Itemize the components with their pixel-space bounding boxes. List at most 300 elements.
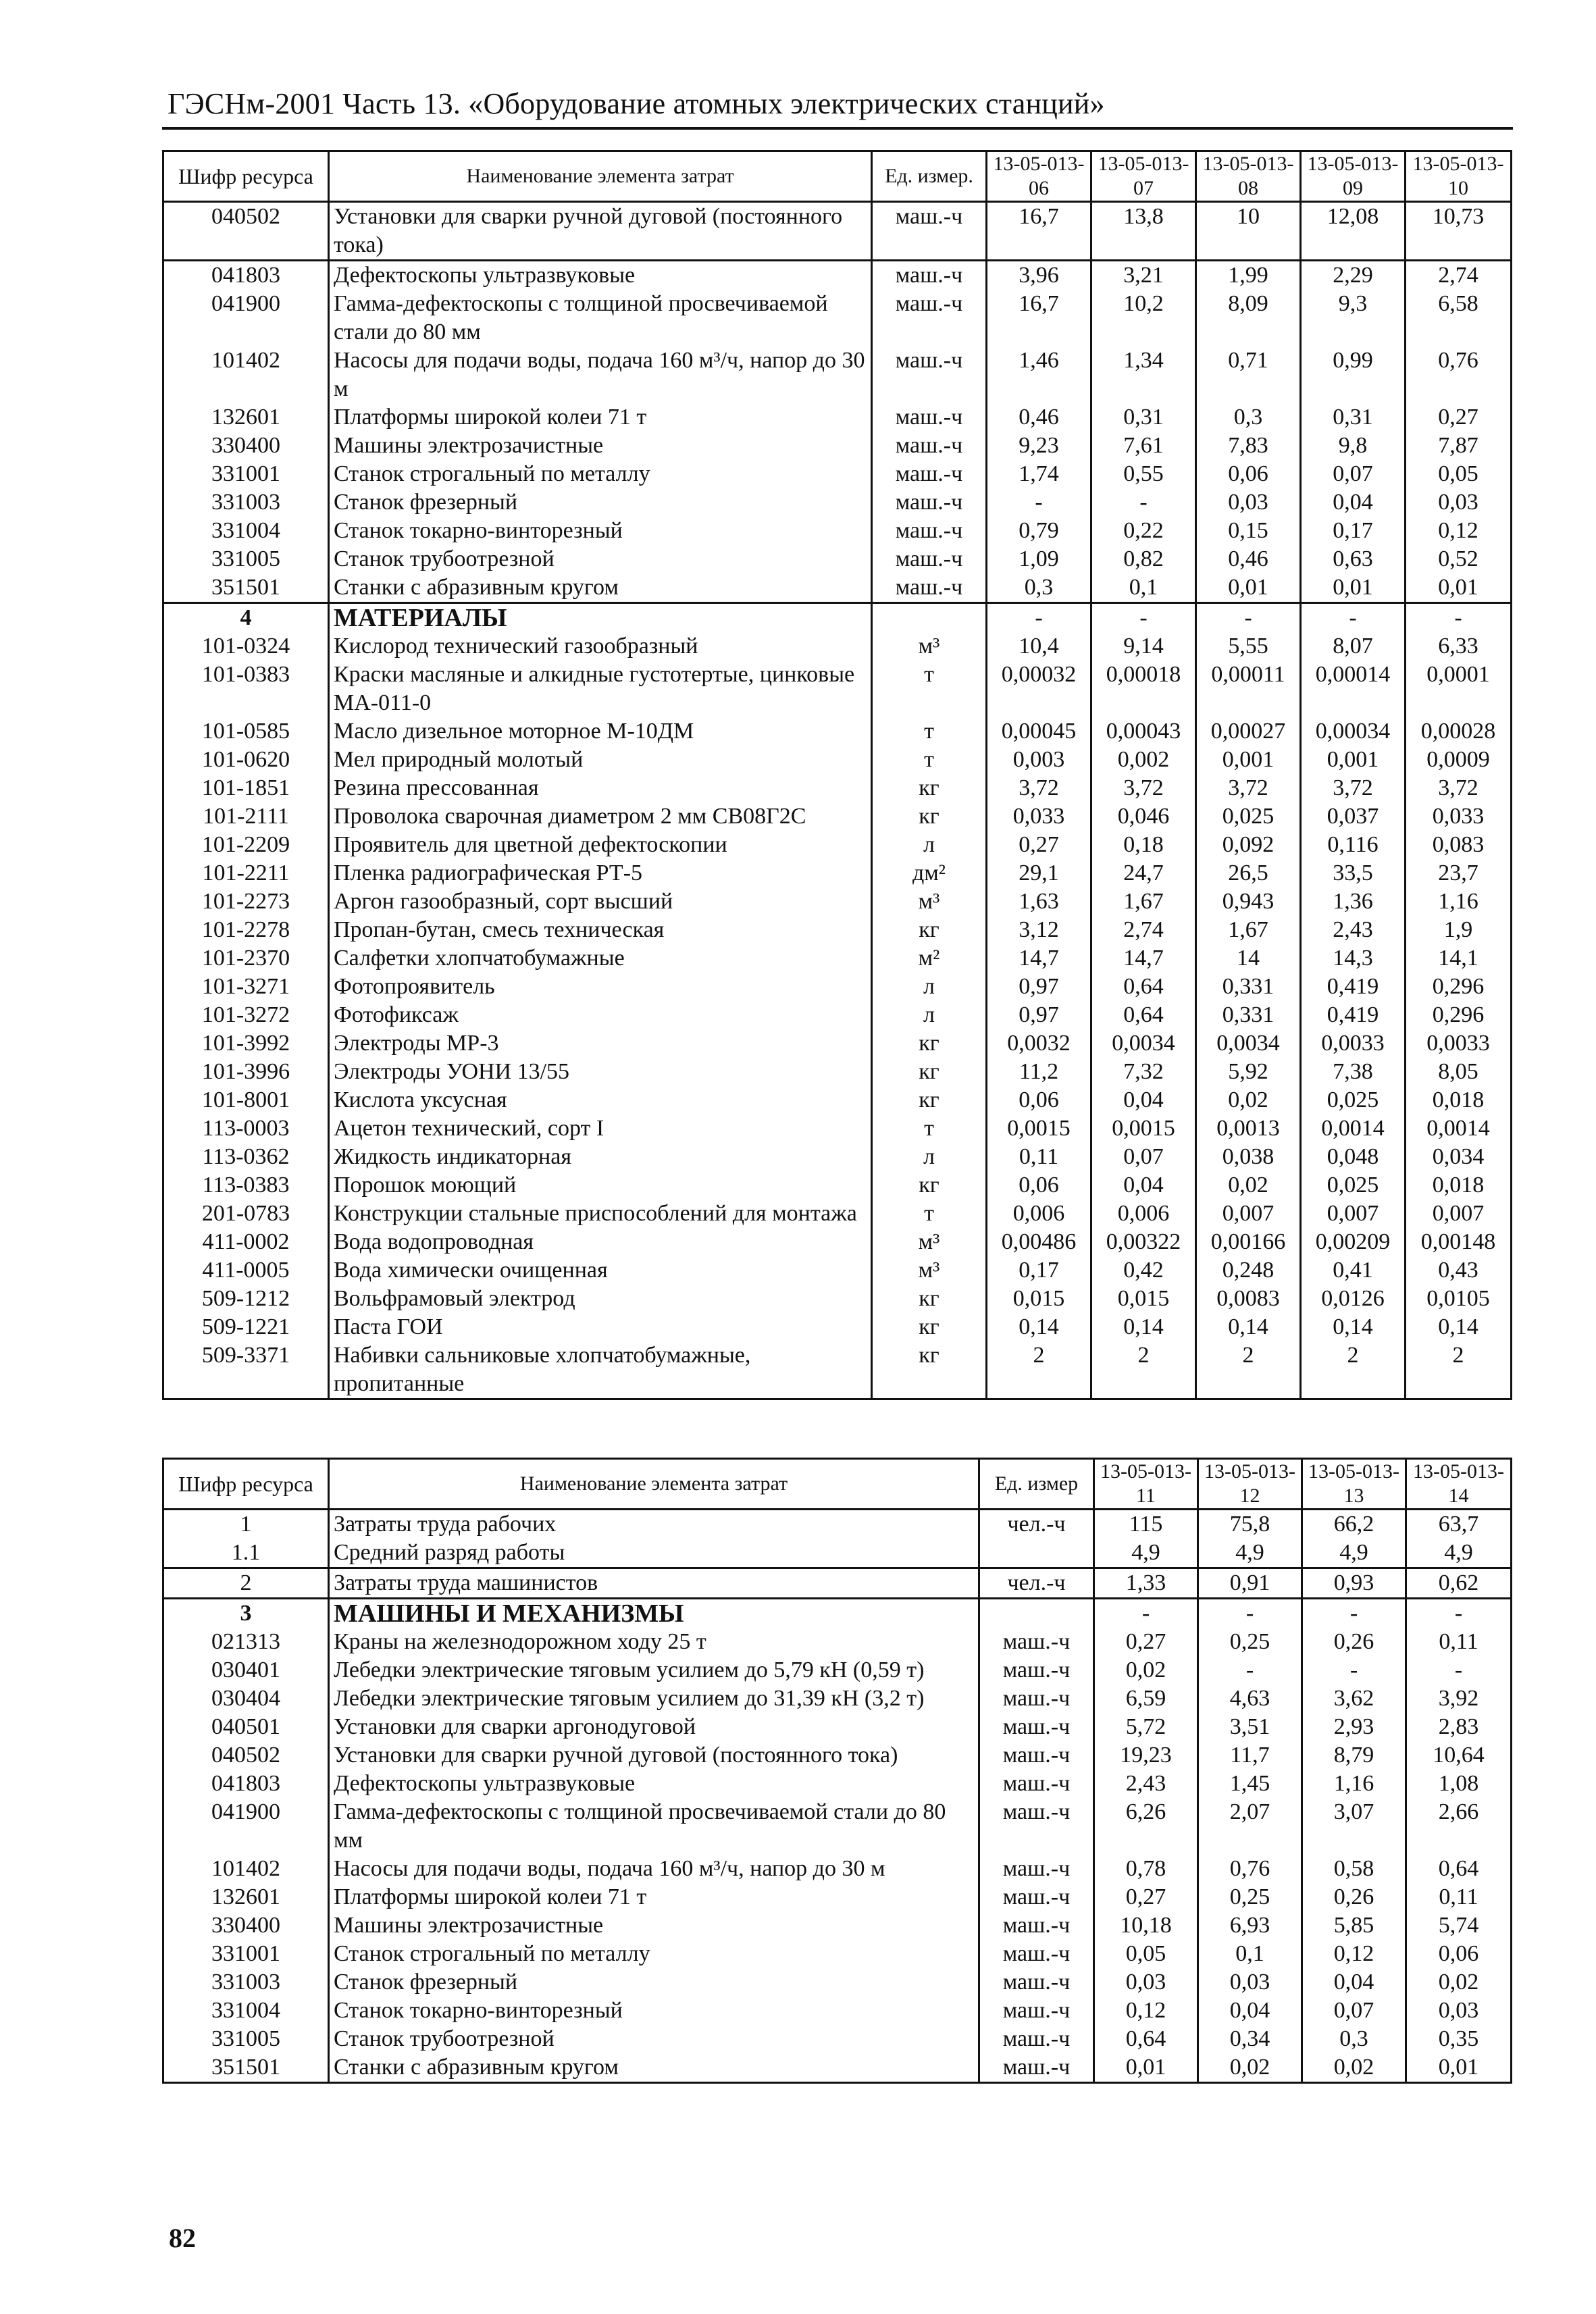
column-header-13-05-013-14: 13-05-013-14: [1406, 1459, 1512, 1510]
norm-value-cell: 0,06: [1406, 1940, 1512, 1968]
unit-cell: маш.-ч: [872, 545, 987, 573]
resource-name-cell: Насосы для подачи воды, подача 160 м³/ч, напор до 30 м: [329, 1855, 979, 1883]
resource-code-cell: 030404: [163, 1685, 329, 1713]
norm-value-cell: 2,29: [1301, 261, 1406, 290]
resource-name-cell: Машины электрозачистные: [329, 432, 872, 460]
resource-code-cell: 3: [163, 1599, 329, 1628]
norm-value-cell: 0,00486: [987, 1228, 1091, 1256]
norm-value-cell: 0,02: [1406, 1968, 1512, 1997]
norm-value-cell: 0,93: [1302, 1568, 1406, 1599]
norm-value-cell: 0,64: [1094, 2025, 1198, 2053]
norm-value-cell: 0,46: [1196, 545, 1301, 573]
norm-value-cell: 0,015: [987, 1285, 1091, 1313]
norm-value-cell: 66,2: [1302, 1510, 1406, 1539]
norm-value-cell: 0,18: [1091, 831, 1196, 859]
norm-value-cell: 0,00322: [1091, 1228, 1196, 1256]
norm-value-cell: 0,78: [1094, 1855, 1198, 1883]
table-row: [163, 1313, 1512, 1341]
norm-value-cell: 11,2: [987, 1058, 1091, 1086]
norm-value-cell: 0,02: [1094, 1656, 1198, 1685]
norm-value-cell: 10,2: [1091, 290, 1196, 346]
column-header-name: Наименование элемента затрат: [329, 151, 872, 202]
unit-cell: т: [872, 661, 987, 717]
norm-value-cell: 3,92: [1406, 1685, 1512, 1713]
norm-value-cell: 0,14: [987, 1313, 1091, 1341]
resource-name-cell: Краны на железнодорожном ходу 25 т: [329, 1628, 979, 1656]
norm-value-cell: 3,07: [1302, 1798, 1406, 1855]
norm-value-cell: 0,97: [987, 973, 1091, 1001]
table-row: [163, 1997, 1512, 2025]
resource-name-cell: Вольфрамовый электрод: [329, 1285, 872, 1313]
table-row: [163, 1256, 1512, 1285]
norm-value-cell: -: [1196, 603, 1301, 633]
norm-value-cell: 0,07: [1091, 1143, 1196, 1171]
resource-name-cell: Аргон газообразный, сорт высший: [329, 888, 872, 916]
norm-value-cell: 8,05: [1406, 1058, 1512, 1086]
resource-name-cell: Станки с абразивным кругом: [329, 573, 872, 603]
norm-value-cell: 3,72: [987, 774, 1091, 802]
unit-cell: маш.-ч: [872, 517, 987, 545]
norm-value-cell: 0,31: [1091, 403, 1196, 432]
resource-code-cell: 101402: [163, 1855, 329, 1883]
resource-code-cell: 101-8001: [163, 1086, 329, 1114]
norm-value-cell: 9,8: [1301, 432, 1406, 460]
resource-code-cell: 041900: [163, 290, 329, 346]
norm-value-cell: 0,07: [1302, 1997, 1406, 2025]
resource-name-cell: Станок токарно-винторезный: [329, 517, 872, 545]
norm-value-cell: 63,7: [1406, 1510, 1512, 1539]
norm-value-cell: 0,11: [1406, 1628, 1512, 1656]
norm-value-cell: 0,05: [1094, 1940, 1198, 1968]
unit-cell: маш.-ч: [979, 1940, 1094, 1968]
resource-name-cell: Электроды УОНИ 13/55: [329, 1058, 872, 1086]
norm-value-cell: 0,04: [1198, 1997, 1302, 2025]
norm-value-cell: 5,55: [1196, 632, 1301, 661]
resource-code-cell: 101402: [163, 346, 329, 403]
norm-value-cell: 0,14: [1406, 1313, 1512, 1341]
table-row: [163, 1228, 1512, 1256]
norm-value-cell: 0,033: [987, 802, 1091, 831]
norm-value-cell: 1,67: [1196, 916, 1301, 944]
norm-value-cell: 0,034: [1406, 1143, 1512, 1171]
table-row: [163, 831, 1512, 859]
table-row: [163, 632, 1512, 661]
unit-cell: кг: [872, 1058, 987, 1086]
norm-value-cell: 2,83: [1406, 1713, 1512, 1741]
resource-name-cell: Кислота уксусная: [329, 1086, 872, 1114]
norm-value-cell: 0,02: [1302, 2053, 1406, 2083]
unit-cell: м³: [872, 632, 987, 661]
resource-code-cell: 411-0002: [163, 1228, 329, 1256]
norm-value-cell: 2: [1196, 1341, 1301, 1399]
norm-value-cell: 0,11: [1406, 1883, 1512, 1911]
resource-name-cell: Салфетки хлопчатобумажные: [329, 944, 872, 973]
resource-name-cell: Дефектоскопы ультразвуковые: [329, 1770, 979, 1798]
norm-value-cell: 10,18: [1094, 1911, 1198, 1940]
norm-value-cell: 23,7: [1406, 859, 1512, 888]
norm-value-cell: 0,01: [1406, 573, 1512, 603]
table-row: [163, 1510, 1512, 1539]
table-row: [163, 973, 1512, 1001]
resource-name-cell: Станок трубоотрезной: [329, 545, 872, 573]
norm-value-cell: 14,7: [1091, 944, 1196, 973]
unit-cell: т: [872, 1114, 987, 1143]
resource-code-cell: 509-1221: [163, 1313, 329, 1341]
norm-value-cell: 0,3: [1196, 403, 1301, 432]
norm-value-cell: 5,72: [1094, 1713, 1198, 1741]
norm-value-cell: 8,07: [1301, 632, 1406, 661]
norm-value-cell: 0,82: [1091, 545, 1196, 573]
norm-value-cell: 0,3: [987, 573, 1091, 603]
norm-value-cell: 7,87: [1406, 432, 1512, 460]
norm-value-cell: 0,03: [1406, 1997, 1512, 2025]
norm-value-cell: 1,67: [1091, 888, 1196, 916]
norm-value-cell: 6,26: [1094, 1798, 1198, 1855]
norm-value-cell: 8,79: [1302, 1741, 1406, 1770]
norm-value-cell: 7,61: [1091, 432, 1196, 460]
norm-value-cell: 0,018: [1406, 1171, 1512, 1200]
resource-code-cell: 113-0362: [163, 1143, 329, 1171]
table-row: [163, 916, 1512, 944]
norm-value-cell: 2,74: [1406, 261, 1512, 290]
resource-name-cell: Порошок моющий: [329, 1171, 872, 1200]
resource-name-cell: Станок фрезерный: [329, 1968, 979, 1997]
unit-cell: кг: [872, 1171, 987, 1200]
table-row: [163, 1741, 1512, 1770]
table-row: [163, 517, 1512, 545]
norm-value-cell: 0,22: [1091, 517, 1196, 545]
norm-value-cell: 0,31: [1301, 403, 1406, 432]
resource-code-cell: 041803: [163, 1770, 329, 1798]
column-header-13-05-013-11: 13-05-013-11: [1094, 1459, 1198, 1510]
unit-cell: маш.-ч: [979, 1770, 1094, 1798]
norm-value-cell: 12,08: [1301, 202, 1406, 261]
page-header-title: ГЭСНм-2001 Часть 13. «Оборудование атомных электрических станций»: [168, 87, 1105, 120]
table-row: [163, 888, 1512, 916]
norm-value-cell: 115: [1094, 1510, 1198, 1539]
resource-code-cell: 4: [163, 603, 329, 633]
column-header-13-05-013-08: 13-05-013-08: [1196, 151, 1301, 202]
norm-value-cell: 0,3: [1302, 2025, 1406, 2053]
norm-value-cell: 6,93: [1198, 1911, 1302, 1940]
table-row: [163, 746, 1512, 774]
table-row: [163, 1171, 1512, 1200]
table-row: [163, 944, 1512, 973]
norm-value-cell: 0,00028: [1406, 717, 1512, 746]
resource-code-cell: 101-2209: [163, 831, 329, 859]
norm-value-cell: 1,16: [1406, 888, 1512, 916]
norm-value-cell: 0,62: [1406, 1568, 1512, 1599]
resource-name-cell: Станок токарно-винторезный: [329, 1997, 979, 2025]
resource-name-cell: Платформы широкой колеи 71 т: [329, 403, 872, 432]
norm-value-cell: 0,01: [1196, 573, 1301, 603]
norm-value-cell: 0,04: [1091, 1086, 1196, 1114]
norm-value-cell: 0,46: [987, 403, 1091, 432]
resource-name-cell: Дефектоскопы ультразвуковые: [329, 261, 872, 290]
table-header-row: [163, 151, 1512, 202]
unit-cell: маш.-ч: [979, 1713, 1094, 1741]
resource-name-cell: Станок фрезерный: [329, 488, 872, 517]
norm-value-cell: 0,64: [1406, 1855, 1512, 1883]
norm-value-cell: 0,296: [1406, 1001, 1512, 1029]
norm-value-cell: 1,99: [1196, 261, 1301, 290]
column-header-13-05-013-07: 13-05-013-07: [1091, 151, 1196, 202]
unit-cell: маш.-ч: [979, 1997, 1094, 2025]
norm-value-cell: 7,38: [1301, 1058, 1406, 1086]
resource-code-cell: 040502: [163, 1741, 329, 1770]
resource-code-cell: 331004: [163, 517, 329, 545]
unit-cell: маш.-ч: [872, 346, 987, 403]
unit-cell: м²: [872, 944, 987, 973]
norm-value-cell: 0,14: [1301, 1313, 1406, 1341]
norm-value-cell: 24,7: [1091, 859, 1196, 888]
norm-value-cell: 0,0014: [1301, 1114, 1406, 1143]
norm-value-cell: 1,08: [1406, 1770, 1512, 1798]
resource-code-cell: 331004: [163, 1997, 329, 2025]
column-header-13-05-013-10: 13-05-013-10: [1406, 151, 1512, 202]
table-row: [163, 1058, 1512, 1086]
unit-cell: [979, 1599, 1094, 1628]
norm-value-cell: -: [1301, 603, 1406, 633]
resource-code-cell: 1: [163, 1510, 329, 1539]
table-row: [163, 1656, 1512, 1685]
norm-value-cell: 3,96: [987, 261, 1091, 290]
norm-value-cell: 0,0034: [1196, 1029, 1301, 1058]
table-row: [163, 1285, 1512, 1313]
norm-value-cell: -: [1091, 603, 1196, 633]
norm-value-cell: 0,76: [1406, 346, 1512, 403]
resource-code-cell: 101-0324: [163, 632, 329, 661]
norm-value-cell: 0,116: [1301, 831, 1406, 859]
table-row: [163, 1539, 1512, 1568]
table-row: [163, 1968, 1512, 1997]
resource-code-cell: 331003: [163, 1968, 329, 1997]
resource-name-cell: Пропан-бутан, смесь техническая: [329, 916, 872, 944]
norm-value-cell: 0,048: [1301, 1143, 1406, 1171]
table-row: [163, 261, 1512, 290]
norm-value-cell: 0,35: [1406, 2025, 1512, 2053]
unit-cell: кг: [872, 1341, 987, 1399]
norm-value-cell: 0,001: [1301, 746, 1406, 774]
unit-cell: маш.-ч: [872, 460, 987, 488]
resource-code-cell: 132601: [163, 1883, 329, 1911]
norm-value-cell: 0,07: [1301, 460, 1406, 488]
unit-cell: т: [872, 1200, 987, 1228]
norm-value-cell: 0,00018: [1091, 661, 1196, 717]
resource-name-cell: Масло дизельное моторное М-10ДМ: [329, 717, 872, 746]
norm-value-cell: 0,02: [1196, 1171, 1301, 1200]
norm-value-cell: 2,43: [1094, 1770, 1198, 1798]
resource-table-2: [162, 1458, 1512, 2084]
norm-value-cell: 4,63: [1198, 1685, 1302, 1713]
norm-value-cell: 0,419: [1301, 973, 1406, 1001]
norm-value-cell: 6,59: [1094, 1685, 1198, 1713]
norm-value-cell: 1,63: [987, 888, 1091, 916]
norm-value-cell: 0,0126: [1301, 1285, 1406, 1313]
norm-value-cell: 0,0033: [1301, 1029, 1406, 1058]
norm-value-cell: 1,46: [987, 346, 1091, 403]
resource-code-cell: 101-0585: [163, 717, 329, 746]
resource-table-1: [162, 150, 1512, 1400]
unit-cell: т: [872, 717, 987, 746]
norm-value-cell: 0,037: [1301, 802, 1406, 831]
resource-name-cell: Станок строгальный по металлу: [329, 460, 872, 488]
column-header-13-05-013-09: 13-05-013-09: [1301, 151, 1406, 202]
norm-value-cell: 0,0105: [1406, 1285, 1512, 1313]
resource-code-cell: 351501: [163, 573, 329, 603]
unit-cell: маш.-ч: [979, 2053, 1094, 2083]
norm-value-cell: 0,55: [1091, 460, 1196, 488]
unit-cell: кг: [872, 1086, 987, 1114]
resource-name-cell: Машины электрозачистные: [329, 1911, 979, 1940]
table-row: [163, 1798, 1512, 1855]
norm-value-cell: 0,42: [1091, 1256, 1196, 1285]
norm-value-cell: 3,51: [1198, 1713, 1302, 1741]
resource-name-cell: Проволока сварочная диаметром 2 мм СВ08Г2С: [329, 802, 872, 831]
norm-value-cell: 0,12: [1406, 517, 1512, 545]
page-number: 82: [169, 2223, 196, 2253]
norm-value-cell: 0,0001: [1406, 661, 1512, 717]
resource-code-cell: 330400: [163, 1911, 329, 1940]
unit-cell: маш.-ч: [872, 573, 987, 603]
norm-value-cell: 4,9: [1198, 1539, 1302, 1568]
section-row: [163, 1599, 1512, 1628]
table-header-row: [163, 1459, 1512, 1510]
unit-cell: дм²: [872, 859, 987, 888]
norm-value-cell: -: [987, 603, 1091, 633]
norm-value-cell: 0,331: [1196, 973, 1301, 1001]
column-header-unit: Ед. измер.: [872, 151, 987, 202]
resource-code-cell: 040501: [163, 1713, 329, 1741]
norm-value-cell: -: [1302, 1599, 1406, 1628]
table-row: [163, 432, 1512, 460]
resource-code-cell: 101-3271: [163, 973, 329, 1001]
unit-cell: м³: [872, 1256, 987, 1285]
column-header-code: Шифр ресурса: [163, 151, 329, 202]
norm-value-cell: 3,12: [987, 916, 1091, 944]
norm-value-cell: -: [1198, 1656, 1302, 1685]
unit-cell: м³: [872, 888, 987, 916]
table-row: [163, 2025, 1512, 2053]
table-row: [163, 774, 1512, 802]
norm-value-cell: 0,04: [1302, 1968, 1406, 1997]
norm-value-cell: 0,01: [1301, 573, 1406, 603]
norm-value-cell: 4,9: [1406, 1539, 1512, 1568]
table-row: [163, 290, 1512, 346]
resource-name-cell: Резина прессованная: [329, 774, 872, 802]
norm-value-cell: 0,76: [1198, 1855, 1302, 1883]
unit-cell: маш.-ч: [979, 1798, 1094, 1855]
resource-code-cell: 101-3996: [163, 1058, 329, 1086]
norm-value-cell: 0,00014: [1301, 661, 1406, 717]
table-row: [163, 1029, 1512, 1058]
unit-cell: л: [872, 1001, 987, 1029]
resource-name-cell: Лебедки электрические тяговым усилием до 31,39 кН (3,2 т): [329, 1685, 979, 1713]
norm-value-cell: 1,36: [1301, 888, 1406, 916]
norm-value-cell: 0,27: [1406, 403, 1512, 432]
norm-value-cell: 0,0015: [1091, 1114, 1196, 1143]
norm-value-cell: 0,003: [987, 746, 1091, 774]
column-header-code: Шифр ресурса: [163, 1459, 329, 1510]
resource-name-cell: Гамма-дефектоскопы с толщиной просвечиваемой стали до 80 мм: [329, 290, 872, 346]
norm-value-cell: 0,03: [1198, 1968, 1302, 1997]
unit-cell: л: [872, 1143, 987, 1171]
norm-value-cell: 0,025: [1196, 802, 1301, 831]
norm-value-cell: 0,06: [987, 1086, 1091, 1114]
norm-value-cell: 0,331: [1196, 1001, 1301, 1029]
table-row: [163, 1568, 1512, 1599]
unit-cell: маш.-ч: [979, 1911, 1094, 1940]
norm-value-cell: 0,01: [1406, 2053, 1512, 2083]
table-row: [163, 1883, 1512, 1911]
unit-cell: кг: [872, 916, 987, 944]
resource-code-cell: 113-0383: [163, 1171, 329, 1200]
resource-name-cell: Электроды МР-3: [329, 1029, 872, 1058]
norm-value-cell: 0,27: [987, 831, 1091, 859]
norm-value-cell: 2: [987, 1341, 1091, 1399]
resource-code-cell: 113-0003: [163, 1114, 329, 1143]
table-row: [163, 1713, 1512, 1741]
norm-value-cell: 0,01: [1094, 2053, 1198, 2083]
resource-name-cell: Мел природный молотый: [329, 746, 872, 774]
norm-value-cell: 0,0083: [1196, 1285, 1301, 1313]
table-body: [163, 1510, 1512, 2083]
norm-value-cell: -: [1406, 1599, 1512, 1628]
norm-value-cell: 0,06: [987, 1171, 1091, 1200]
resource-name-cell: Гамма-дефектоскопы с толщиной просвечиваемой стали до 80 мм: [329, 1798, 979, 1855]
norm-value-cell: 0,03: [1196, 488, 1301, 517]
column-header-unit: Ед. измер: [979, 1459, 1094, 1510]
table-row: [163, 1855, 1512, 1883]
resource-name-cell: Станки с абразивным кругом: [329, 2053, 979, 2083]
norm-value-cell: 0,00148: [1406, 1228, 1512, 1256]
resource-name-cell: Фотопроявитель: [329, 973, 872, 1001]
norm-value-cell: 0,99: [1301, 346, 1406, 403]
unit-cell: кг: [872, 1313, 987, 1341]
norm-value-cell: 0,007: [1406, 1200, 1512, 1228]
resource-code-cell: 411-0005: [163, 1256, 329, 1285]
unit-cell: маш.-ч: [872, 261, 987, 290]
norm-value-cell: 2,07: [1198, 1798, 1302, 1855]
norm-value-cell: 4,9: [1302, 1539, 1406, 1568]
resource-name-cell: МАШИНЫ И МЕХАНИЗМЫ: [329, 1599, 979, 1628]
norm-value-cell: 1,74: [987, 460, 1091, 488]
unit-cell: л: [872, 973, 987, 1001]
norm-value-cell: 0,27: [1094, 1883, 1198, 1911]
norm-value-cell: 2,74: [1091, 916, 1196, 944]
norm-value-cell: 11,7: [1198, 1741, 1302, 1770]
unit-cell: маш.-ч: [979, 1883, 1094, 1911]
norm-value-cell: -: [1094, 1599, 1198, 1628]
norm-value-cell: 0,0013: [1196, 1114, 1301, 1143]
norm-value-cell: 0,12: [1094, 1997, 1198, 2025]
table-row: [163, 1940, 1512, 1968]
norm-value-cell: 0,06: [1196, 460, 1301, 488]
resource-code-cell: 030401: [163, 1656, 329, 1685]
unit-cell: кг: [872, 1285, 987, 1313]
norm-value-cell: 1,34: [1091, 346, 1196, 403]
norm-value-cell: 0,296: [1406, 973, 1512, 1001]
norm-value-cell: 0,17: [987, 1256, 1091, 1285]
norm-value-cell: 0,419: [1301, 1001, 1406, 1029]
norm-value-cell: 1,16: [1302, 1770, 1406, 1798]
resource-code-cell: 040502: [163, 202, 329, 261]
unit-cell: [872, 603, 987, 633]
resource-code-cell: 101-2273: [163, 888, 329, 916]
resource-code-cell: 2: [163, 1568, 329, 1599]
resource-code-cell: 041900: [163, 1798, 329, 1855]
resource-code-cell: 101-3272: [163, 1001, 329, 1029]
